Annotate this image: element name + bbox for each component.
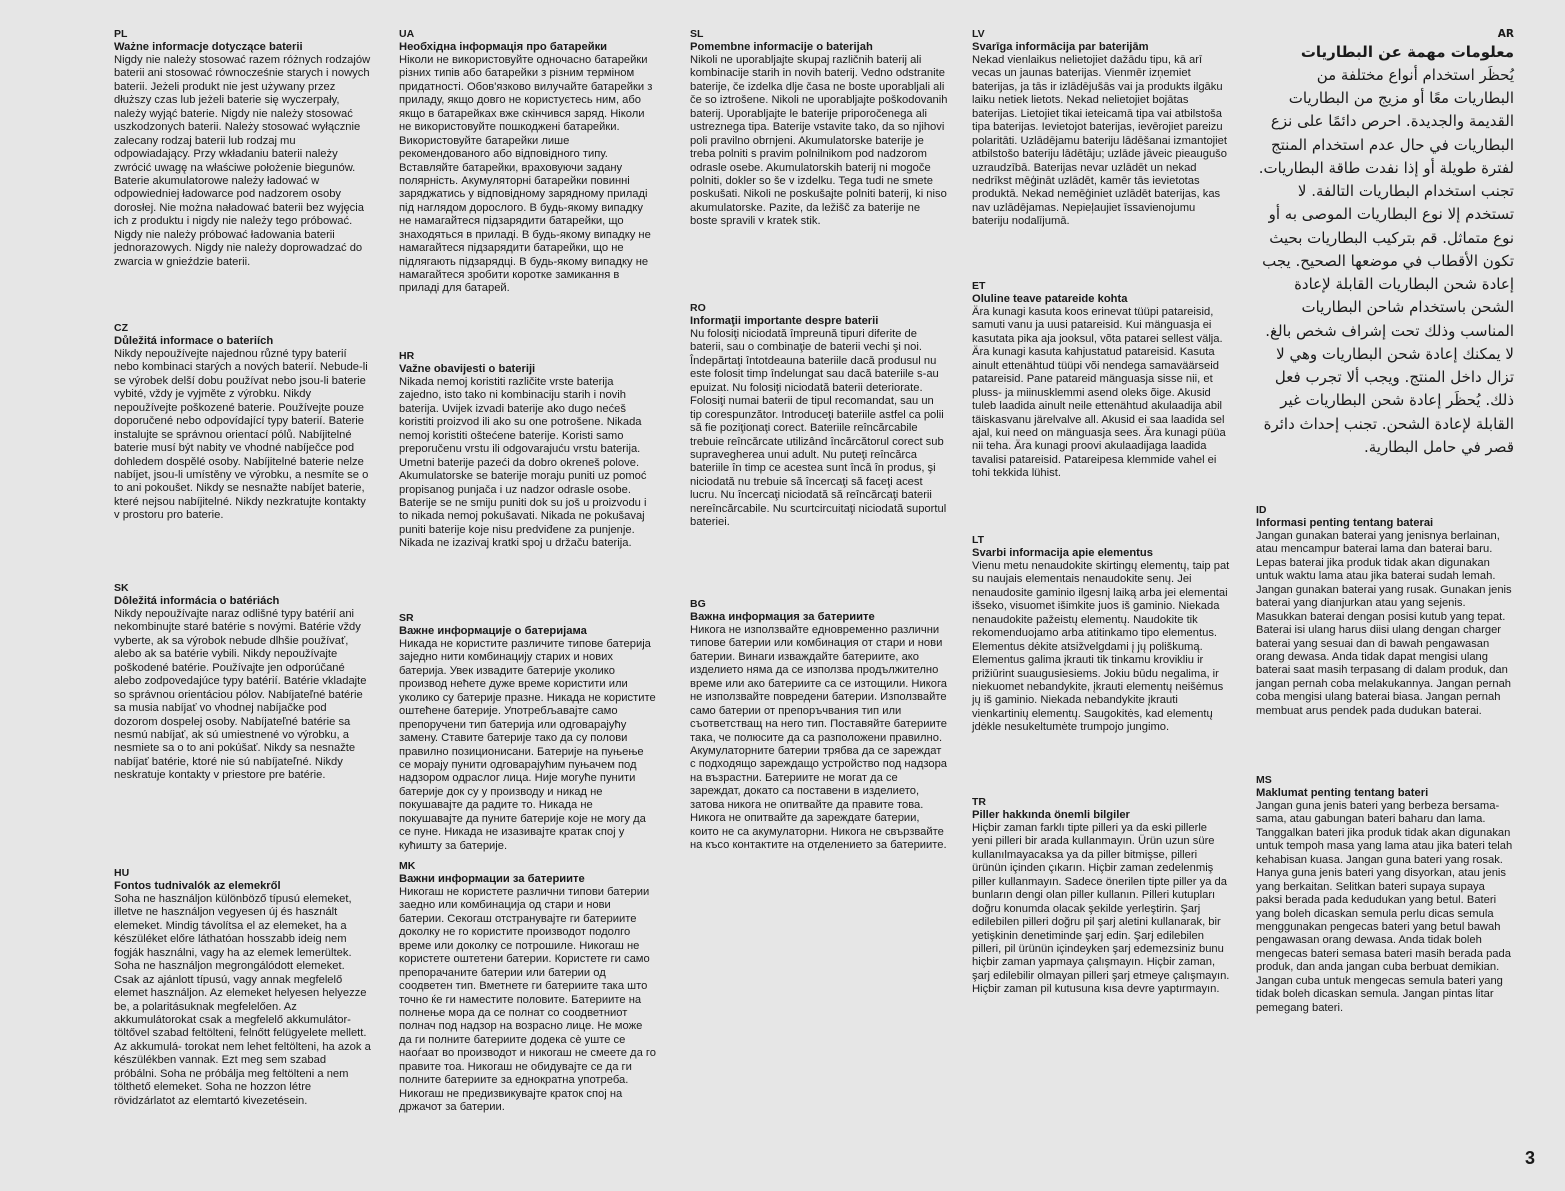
language-code: MS xyxy=(1256,774,1272,786)
section-heading: Важна информация за батериите xyxy=(690,610,875,623)
section-body: Vienu metu nenaudokite skirtingų elementų, taip pat su naujais elementais nenaudokite senų. Jei nenaudosite gaminio ilgesnį laiką arba jei elementai išseko, visuomet išimkite juos iš gaminio. Niekada nenaudokite pažeistų elementų. Naudokite tik rekomenduojamo arba atitinkamo tipo elementus. Elementus dėkite atsižvelgdami į jų poliškumą. Elementus galima įkrauti tik tinkamu krovikliu ir prižiūrint suaugusiesiems. Jokiu būdu negalima, ir niekuomet nebandykite, įkrauti elementų neišėmus jų iš gaminio. Niekada nebandykite įkrauti vienkartinių elementų. Saugokitės, kad elementų jdėkle nesukeltumėte trumpojo jungimo. xyxy=(972,560,1230,734)
section-ar xyxy=(1256,28,1514,459)
section-tr xyxy=(972,796,1230,997)
section-body: Nigdy nie należy stosować razem różnych rodzajów baterii ani stosować równocześnie starych i nowych baterii. Jeżeli produkt nie jest używany przez dłuższy czas lub jeżeli baterie się wyczerpały, należy wyjąć baterie. Nigdy nie należy stosować uszkodzonych baterii. Należy stosować wyłącznie zalecany rodzaj baterii lub rodzaj mu odpowiadający. Przy wkładaniu baterii należy zwrócić uwagę na właściwe położenie biegunów. Baterie akumulatorowe należy ładować w odpowiedniej ładowarce pod nadzorem osoby dorosłej. Nie można naładować baterii bez wyjęcia ich z produktu i nigdy nie należy tego próbować. Nigdy nie należy próbować ładowania baterii jednorazowych. Nigdy nie należy doprowadzać do zwarcia w gnieździe baterii. xyxy=(114,54,371,268)
section-body: Nikada nemoj koristiti različite vrste baterija zajedno, isto tako ni kombinaciju starih i novih baterija. Uvijek izvadi baterije ako dugo nećeš koristiti proizvod ili ako su one potrošene. Nikada nemoj koristiti oštećene baterije. Koristi samo preporučenu vrstu ili odgovarajuću vrstu baterija. Umetni baterije pazeći da dobro okreneš polove. Akumulatorske se baterije moraju puniti uz pomoć propisanog punjača i uz nadzor odrasle osobe. Baterije se ne smiju puniti dok su još u proizvodu i to nikada nemoj pokušavati. Nikada ne pokušavaj puniti baterije koje nisu predviđene za punjenje. Nikada ne izazivaj kratki spoj u držaču baterija. xyxy=(399,376,647,550)
language-code: AR xyxy=(1497,28,1514,40)
section-body: يُحظَر استخدام أنواع مختلفة من البطاريات معًا أو مزيج من البطاريات القديمة والجديدة. احرص دائمًا على نزع البطاريات في حال عدم استخدام المنتج لفترة طويلة أو إذا نفدت طاقة البطاريات. تجنب استخدام البطاريات التالفة. لا تستخدم إلا نوع البطاريات الموصى به أو نوع متماثل. قم بتركيب البطاريات بحيث تكون الأقطاب في موضعها الصحيح. يجب إعادة شحن البطاريات القابلة لإعادة الشحن باستخدام شاحن البطاريات المناسب وذلك تحت إشراف شخص بالغ. لا يمكنك إعادة شحن البطاريات وهي لا تزال داخل المنتج. ويجب ألا تجرب فعل ذلك. يُحظَر إعادة شحن البطاريات غير القابلة لإعادة الشحن. تجنب إحداث دائرة قصر في حامل البطارية. xyxy=(1258,65,1514,456)
section-heading: Svarbi informacija apie elementus xyxy=(972,546,1153,559)
section-heading: Informasi penting tentang baterai xyxy=(1256,516,1434,529)
section-heading: Piller hakkında önemli bilgiler xyxy=(972,808,1130,821)
language-code: ET xyxy=(972,280,986,292)
section-body: Ніколи не використовуйте одночасно батарейки різних типів або батарейки з різним терміном придатності. Обов'язково вилучайте батарейки з приладу, якщо довго не користуєтесь ним, або якщо в батарейках вже скінчився заряд. Ніколи не використовуйте пошкоджені батарейки. Використовуйте батарейки лише рекомендованого або відповідного типу. Вставляйте батарейки, враховуючи задану полярність. Акумуляторні батарейки повинні заряджатись у відповідному зарядному приладі під наглядом дорослого. В будь-якому випадку не намагайтеся підзарядити батарейки, що знаходяться в приладі. В будь-якому випадку не намагайтеся підзарядити батарейки, що не підлягають підзарядці. В будь-якому випадку не намагайтеся зробити коротке замикання в приладі для батарей. xyxy=(399,54,653,295)
language-code: LT xyxy=(972,534,985,546)
language-code: SL xyxy=(690,28,704,40)
section-body: Никогаш не користете различни типови батерии заедно или комбинација од стари и нови батерии. Секогаш отстранувајте ги батериите доколку не го користите производот подолго време или доколку се потрошиле. Никогаш не користете оштетени батерии. Користете ги само препорачаните батерии или батерии од соодветен тип. Вметнете ги батериите така што точно ќе ги наместите половите. Батериите на полнење мора да се полнат со соодветниот полнач под надзор на возрасно лице. Не може да ги полните батериите додека сè уште се наоѓаат во производот и никогаш не смеете да го правите тоа. Никогаш не обидувајте се да ги полните батериите за еднократна употреба. Никогаш не предизвикувајте краток спој на држачот за батерии. xyxy=(399,886,656,1114)
section-body: Nikdy nepoužívajte naraz odlišné typy batérií ani nekombinujte staré batérie s novými. Batérie vždy vyberte, ak sa výrobok nebude dlhšie používať, alebo ak sa batérie vybili. Nikdy nepoužívajte poškodené batérie. Používajte jen odporúčané alebo zodpovedajúce typy batérií. Batérie vkladajte so správnou orientáciou pólov. Nabíjateľné batérie sa musia nabíjať vo vhodnej nabíjačke pod dozorom dospelej osoby. Nabíjateľné batérie sa nesmú nabíjať, ak sú umiestnené vo výrobku, a nesmiete sa o to ani pokúšať. Nikdy sa nesnažte nabíjať batérie, ktoré nie sú nabíjateľné. Nikdy neskratuje kontakty v priestore pre batérie. xyxy=(114,608,367,782)
section-lt xyxy=(972,534,1230,735)
section-sr xyxy=(399,612,657,853)
section-heading: Важне информације о батеријама xyxy=(399,624,587,637)
section-body: Nu folosiţi niciodată împreună tipuri diferite de baterii, sau o combinaţie de baterii vechi şi noi. Îndepărtaţi întotdeauna bateriile dacă produsul nu este folosit timp îndelungat sau dacă bateriile s-au epuizat. Nu folosiţi niciodată baterii deteriorate. Folosiţi numai baterii de tipul recomandat, sau un tip corespunzător. Introduceţi bateriile astfel ca polii să fie poziţionaţi corect. Bateriile reîncărcabile trebuie reîncărcate utilizând încărcătorul corect sub supravegherea unui adult. Nu puteţi reîncărca bateriile în timp ce acestea sunt încă în produs, şi niciodată nu trebuie să încercaţi să faceţi acest lucru. Nu încercaţi niciodată să reîncărcaţi baterii nereîncărcabile. Nu scurtcircuitaţi niciodată suportul bateriei. xyxy=(690,328,947,529)
language-code: MK xyxy=(399,860,416,872)
section-hr xyxy=(399,350,657,551)
section-heading: معلومات مهمة عن البطاريات xyxy=(1300,42,1514,61)
section-heading: Važne obavijesti o bateriji xyxy=(399,362,536,375)
section-heading: Důležitá informace o bateriích xyxy=(114,334,274,347)
section-heading: Dôležitá informácia o batériách xyxy=(114,594,280,607)
section-heading: Oluline teave patareide kohta xyxy=(972,292,1128,305)
section-body: Jangan gunakan baterai yang jenisnya berlainan, atau mencampur baterai lama dan baterai baru. Lepas baterai jika produk tidak akan digunakan untuk waktu lama atau jika baterai sudah lemah. Jangan gunakan baterai yang rusak. Gunakan jenis baterai yang dianjurkan atau yang sejenis. Masukkan baterai dengan posisi kutub yang tepat. Baterai isi ulang harus diisi ulang dengan charger baterai yang sesuai dan di bawah pengawasan orang dewasa. Anda tidak dapat mengisi ulang baterai saat masih terpasang di dalam produk, dan jangan pernah coba melakukannya. Jangan pernah coba mengisi ulang baterai biasa. Jangan pernah membuat arus pendek pada dudukan baterai. xyxy=(1256,530,1512,717)
section-heading: Maklumat penting tentang bateri xyxy=(1256,786,1429,799)
section-lv xyxy=(972,28,1230,229)
section-sk xyxy=(114,582,372,783)
section-body: Jangan guna jenis bateri yang berbeza bersama-sama, atau gabungan bateri baharu dan lama. Tanggalkan bateri jika produk tidak akan digunakan untuk tempoh masa yang lama atau jika bateri telah kehabisan kuasa. Jangan guna bateri yang rosak. Hanya guna jenis bateri yang disyorkan, atau jenis yang berkaitan. Selitkan bateri supaya supaya paksi berada pada kedudukan yang betul. Bateri yang boleh dicaskan semula perlu dicas semula menggunakan pengecas bateri yang betul bawah pengawasan orang dewasa. Anda tidak boleh mengecas bateri semasa bateri masih berada pada produk, dan anda jangan cuba berbuat demikian. Jangan cuba untuk mengecas semula bateri yang tidak boleh dicaskan semula. Jangan pintas litar pemegang bateri. xyxy=(1256,800,1513,1014)
section-ro xyxy=(690,302,948,530)
section-bg xyxy=(690,598,948,852)
section-ua xyxy=(399,28,657,296)
section-heading: Ważne informacje dotyczące baterii xyxy=(114,40,303,53)
section-body: Hiçbir zaman farklı tipte pilleri ya da eski pillerle yeni pilleri bir arada kullanmayın. Ürün uzun süre kullanılmayacaksa ya da piller bitmişse, pilleri ürünün içinden çıkarın. Hiçbir zaman zedelenmiş piller kullanmayın. Sadece önerilen tipte piller ya da bunların dengi olan piller kullanın. Pilleri kutupları doğru konumda olacak şekilde yerleştirin. Şarj edilebilen pilleri doğru pil şarj aletini kullanarak, bir yetişkinin denetiminde şarj edin. Şarj edilebilen pilleri, pil ürünün içindeyken şarj edemezsiniz bunu hiçbir zaman yapmaya çalışmayın. Hiçbir zaman, şarj edilebilir olmayan pilleri şarj etmeye çalışmayın. Hiçbir zaman pil kutusuna kısa devre yaptırmayın. xyxy=(972,822,1230,996)
language-code: SK xyxy=(114,582,129,594)
language-code: HR xyxy=(399,350,415,362)
section-body: Никада не користите различите типове батерија заједно нити комбинацију старих и нових батерија. Увек извадите батерије уколико производ нећете дуже време користити или уколико су батерије празне. Никада не користите оштећене батерије. Употребљавајте само препоручени тип батерија или одговарајућу замену. Ставите батерије тако да су полови правилно позиционисани. Батерије на пуњење се морају пунити одговарајућим пуњачем под надзором одраслог лица. Није могуће пунити батерије док су у производу и никад не покушавајте да радите то. Никада не покушавајте да пуните батерије које не могу да се пуне. Никада не изазивајте кратак спој у кућишту за батерије. xyxy=(399,638,656,852)
section-heading: Необхідна інформація про батарейки xyxy=(399,40,608,53)
section-pl xyxy=(114,28,372,269)
section-heading: Pomembne informacije o baterijah xyxy=(690,40,873,53)
language-code: CZ xyxy=(114,322,128,334)
section-sl xyxy=(690,28,948,229)
section-heading: Fontos tudnivalók az elemekről xyxy=(114,879,281,892)
language-code: SR xyxy=(399,612,414,624)
section-et xyxy=(972,280,1230,481)
section-heading: Svarīga informācija par baterijām xyxy=(972,40,1149,53)
section-id xyxy=(1256,504,1514,718)
language-code: UA xyxy=(399,28,415,40)
section-heading: Важни информации за батериите xyxy=(399,872,585,885)
section-body: Nikdy nepoužívejte najednou různé typy baterií nebo kombinaci starých a nových baterií. Nebude-li se výrobek delší dobu používat nebo jsou-li baterie vybité, vždy je vyjměte z výrobku. Nikdy nepoužívejte poškozené baterie. Používejte pouze doporučené nebo odpovídající typy baterií. Baterie instalujte se správnou orientací pólů. Nabíjitelné baterie musí být nabity ve vhodné nabíječce pod dohledem dospělé osoby. Nabíjitelné baterie nelze nabíjet, jsou-li umístěny ve výrobku, a nesmíte se o to ani pokoušet. Nikdy se nesnažte nabíjet baterie, které nejsou nabíjitelné. Nikdy nezkratujte kontakty v prostoru pro baterie. xyxy=(114,348,369,522)
language-code: RO xyxy=(690,302,706,314)
section-body: Soha ne használjon különböző típusú elemeket, illetve ne használjon vegyesen új és használt elemeket. Mindig távolítsa el az elemeket, ha a készüléket előre láthatóan hosszabb ideig nem fogják használni, vagy ha az elemek lemerültek. Soha ne használjon megrongálódott elemeket. Csak az ajánlott típusú, vagy annak megfelelő elemet használjon. Az elemeket helyesen helyezze be, a polaritásuknak megfelelően. Az akkumulátorokat csak a megfelelő akkumulátor- töltővel szabad feltölteni, felnőtt felügyelete mellett. Az akkumulá- torokat nem lehet feltölteni, ha azok a készülékben vannak. Ezt meg sem szabad próbálni. Soha ne próbálja meg feltölteni a nem tölthető elemeket. Soha ne hozzon létre rövidzárlatot az elemtartó kivezetésein. xyxy=(114,893,371,1107)
section-mk xyxy=(399,860,657,1114)
section-ms xyxy=(1256,774,1514,1015)
language-code: PL xyxy=(114,28,128,40)
page-number: 3 xyxy=(1524,1148,1535,1168)
section-cz xyxy=(114,322,372,523)
section-body: Nikoli ne uporabljajte skupaj različnih baterij ali kombinacije starih in novih baterij. Vedno odstranite baterije, če izdelka dlje časa ne boste uporabljali ali če so iztrošene. Nikoli ne uporabljajte poškodovanih baterij. Uporabljajte le baterije priporočenega ali ustreznega tipa. Baterije vstavite tako, da so njihovi poli pravilno obrnjeni. Akumulatorske baterije je treba polniti s pravim polnilnikom pod nadzorom odrasle osebe. Akumulatorskih baterij ni mogoče polniti, dokler so še v izdelku. Tega tudi ne smete poskušati. Nikoli ne poskušajte polniti baterij, ki niso akumulatorske. Pazite, da ležišč za baterije ne boste spravili v kratek stik. xyxy=(690,54,948,228)
language-code: BG xyxy=(690,598,706,610)
language-code: LV xyxy=(972,28,985,40)
section-heading: Informaţii importante despre baterii xyxy=(690,314,879,327)
section-body: Ära kunagi kasuta koos erinevat tüüpi patareisid, samuti vanu ja uusi patareisid. Kui mänguasja ei kasutata pika aja jooksul, võta patarei sellest välja. Ära kunagi kasuta kahjustatud patareisid. Kasuta ainult ettenähtud tüüpi või nendega samaväärseid patareisid. Pane patareid mänguasja sisse nii, et pluss- ja miinusklemmi asend oleks õige. Akusid tuleb laadida ainult neile ettenähtud akulaadija abil täiskasvanu järelvalve all. Akusid ei saa laadida sel ajal, kui need on mänguasja sees. Ära kunagi püüa nii teha. Ära kunagi proovi akulaadijaga laadida tavalisi patareisid. Patareipesa klemmide vahel ei tohi tekkida lühist. xyxy=(972,306,1226,480)
language-code: HU xyxy=(114,867,130,879)
section-hu xyxy=(114,867,372,1108)
section-body: Nekad vienlaikus nelietojiet dažādu tipu, kā arī vecas un jaunas baterijas. Vienmēr izņemiet baterijas, ja tās ir izlādējušās vai ja produkts ilgāku laiku netiek lietots. Nekad nelietojiet bojātas baterijas. Lietojiet tikai ieteicamā tipa vai atbilstoša tipa baterijas. Ievietojot baterijas, ievērojiet pareizu polaritāti. Uzlādējamu bateriju lādēšanai izmantojiet atbilstošo bateriju lādētāju; uzlāde jāveic pieaugušo uzraudzībā. Baterijas nevar uzlādēt un nekad nedrīkst mēģināt uzlādēt, kamēr tās ievietotas produktā. Nekad nemēģiniet uzlādēt baterijas, kas nav uzlādējamas. Nepieļaujiet īssavienojumu bateriju nodalījumā. xyxy=(972,54,1227,228)
language-code: ID xyxy=(1256,504,1267,516)
section-body: Никога не използвайте едновременно различни типове батерии или комбинация от стари и нови батерии. Винаги изваждайте батериите, ако изделието няма да се използва продължително време или ако батериите са се изтощили. Никога не използвайте повредени батерии. Използвайте само батерии от препоръчвания тип или съответстващ на него тип. Поставяйте батериите така, че полюсите да са разположени правилно. Акумулаторните батерии трябва да се зареждат с подходящо зареждащо устройство под надзора на възрастни. Батериите не могат да се зареждат, докато са поставени в изделието, затова никога не опитвайте да правите това. Никога не опитвайте да зареждате батерии, които не са акумулаторни. Никога не свързвайте на късо контактите на отделението за батериите. xyxy=(690,624,948,852)
language-code: TR xyxy=(972,796,986,808)
